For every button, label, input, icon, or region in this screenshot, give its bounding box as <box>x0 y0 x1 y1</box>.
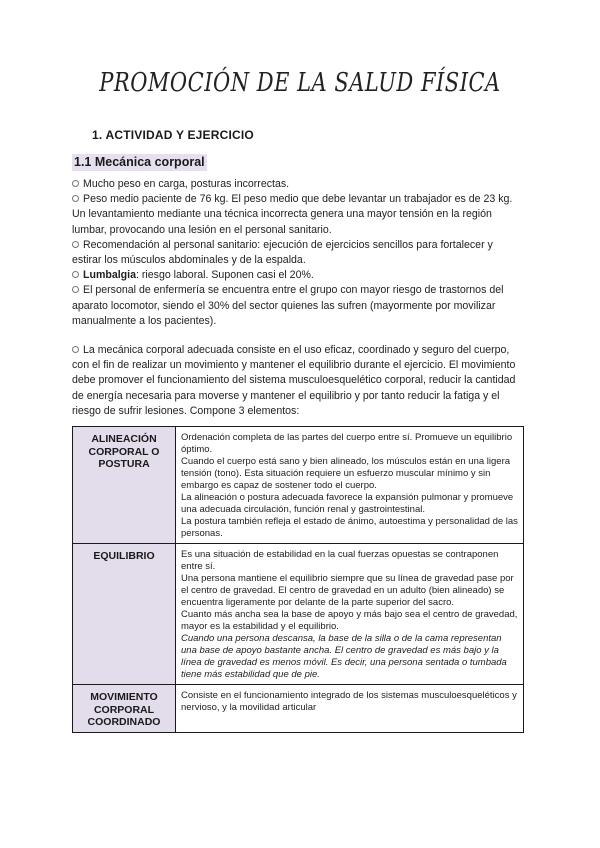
bullet-item: Recomendación al personal sanitario: ejecución de ejercicios sencillos para fortalecer y estirar los músculos abdominales y de la espalda. <box>72 238 493 267</box>
bullet-circle-icon <box>72 195 79 202</box>
bullet-item: El personal de enfermería se encuentra entre el grupo con mayor riesgo de trastornos del aparato locomotor, siendo el 30% del sector quienes las sufren (mayormente por movilizar manualmente a los pacientes). <box>72 284 504 327</box>
table-row <box>73 427 524 544</box>
bullet-item: Lumbalgia: riesgo laboral. Suponen casi el 20%. <box>72 268 524 283</box>
row-description: Consiste en el funcionamiento integrado de los sistemas musculoesqueléticos y nervioso, y la movilidad articular <box>176 685 524 733</box>
subsection-heading: 1.1 Mecánica corporal <box>74 155 205 169</box>
components-table <box>72 426 524 733</box>
row-label-alineacion: ALINEACIÓN CORPORAL O POSTURA <box>73 427 176 544</box>
row-label-equilibrio: EQUILIBRIO <box>73 544 176 685</box>
bullet-circle-icon <box>72 346 79 353</box>
bullet-circle-icon <box>72 271 79 278</box>
page-title: PROMOCIÓN DE LA SALUD FÍSICA <box>99 67 501 97</box>
row-description: Ordenación completa de las partes del cuerpo entre sí. Promueve un equilibrio óptimo. Cuando el cuerpo está sano y bien alineado, los músculos están en una ligera tensión (tono). Esta situación requiere un esfuerzo muscular mínimo y sin embargo es capaz de sostener todo el cuerpo. La alineación o postura adecuada favorece la expansión pulmonar y promueve una adecuada circulación, función renal y gastrointestinal. La postura también refleja el estado de ánimo, autoestima y personalidad de las personas. <box>176 427 524 544</box>
bullet-circle-icon <box>72 286 79 293</box>
table-row <box>73 685 524 733</box>
row-description: Es una situación de estabilidad en la cual fuerzas opuestas se contraponen entre sí. Una persona mantiene el equilibrio siempre que su línea de gravedad pase por el centro de gravedad. El centro de gravedad en un adulto (bien alineado) se encuentra ligeramente por delante de la parte superior del sacro. Cuanto más ancha sea la base de apoyo y más bajo sea el centro de gravedad, mayor es la estabilidad y el equilibrio. Cuando una persona descansa, la base de la silla o de la cama representan una base de apoyo bastante ancha. El centro de gravedad es más bajo y la línea de gravedad es menos móvil. Es decir, una persona sentada o tumbada tiene más estabilidad que de pie. <box>176 544 524 685</box>
section-heading: 1. ACTIVIDAD Y EJERCICIO <box>92 128 254 142</box>
body-text <box>72 177 524 419</box>
bullet-circle-icon <box>72 180 79 187</box>
bullet-circle-icon <box>72 241 79 248</box>
row-label-movimiento: MOVIMIENTO CORPORAL COORDINADO <box>73 685 176 733</box>
bullet-item: Mucho peso en carga, posturas incorrectas. <box>72 177 524 192</box>
table-row <box>73 544 524 685</box>
intro-paragraph: La mecánica corporal adecuada consiste en el uso eficaz, coordinado y seguro del cuerpo, con el fin de realizar un movimiento y mantener el equilibrio durante el ejercicio. El movimiento debe promover el funcionamiento del sistema musculoesquelético corporal, reducir la cantidad de energía necesaria para moverse y mantener el equilibrio y por tanto reducir la fatiga y el riesgo de sufrir lesiones. Compone 3 elementos: <box>72 344 516 417</box>
bullet-item: Peso medio paciente de 76 kg. El peso medio que debe levantar un trabajador es de 23 kg. Un levantamiento mediante una técnica incorrecta genera una mayor tensión en la región lumbar, provocando una lesión en el personal sanitario. <box>72 193 513 236</box>
